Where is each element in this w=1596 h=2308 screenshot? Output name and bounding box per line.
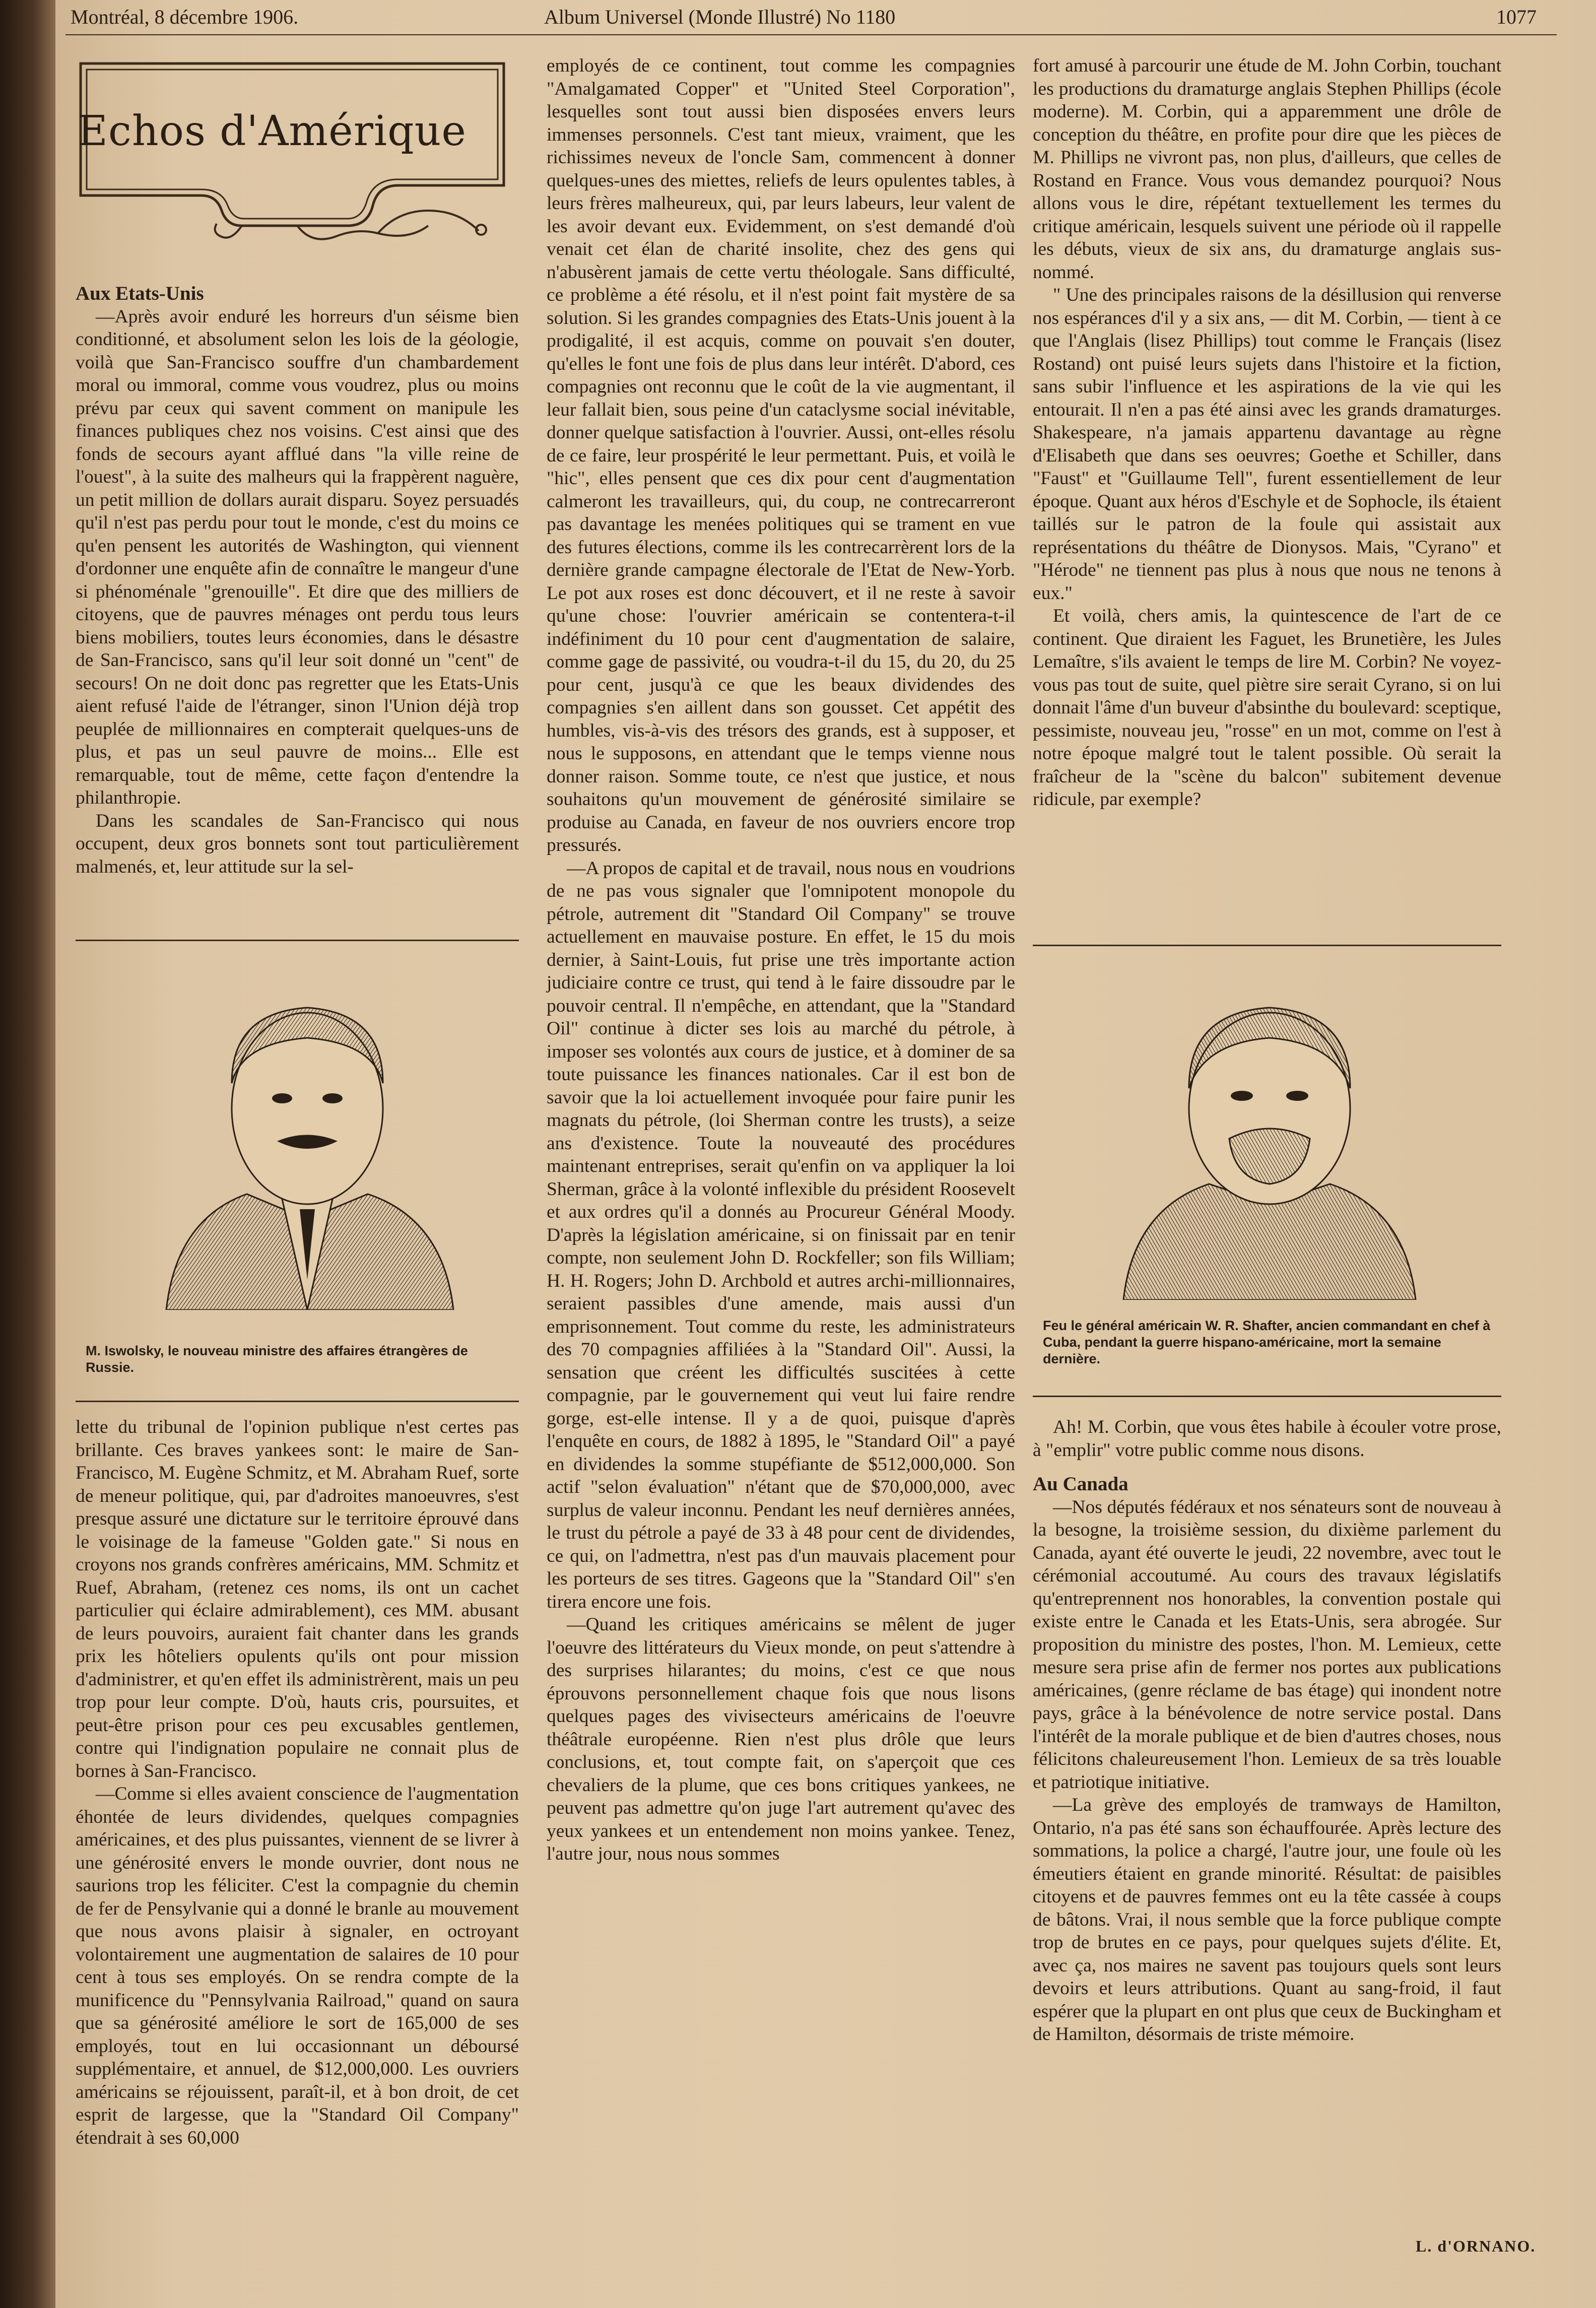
paragraph: —La grève des employés de tramways de Hamilton, Ontario, n'a pas été sans son échauffourée. Après lecture des sommations, la police a chargé, l'autre jour, une foule où les émeutiers étaient en grande minorité. Résultat: de paisibles citoyens et de pauvres femmes ont eu la tête cassée à coups de bâtons. Vrai, il nous semble que la force publique compte trop de brutes en ce pays, pour quelques sujets d'élite. Et, avec ça, nos maires ne savent pas toujours quels sont leurs devoirs et leurs attributions. Quant au sang-froid, il faut espérer que la plupart en ont plus que ceux de Buckingham et de Hamilton, désormais de triste mémoire.: [1033, 1795, 1501, 2045]
portrait-shafter: [1113, 967, 1426, 1300]
portrait-iswolsky: [146, 957, 469, 1310]
paragraph: Ah! M. Corbin, que vous êtes habile à écouler votre prose, à "emplir" votre public comme nous disons.: [1033, 1417, 1501, 1461]
caption-iswolsky: M. Iswolsky, le nouveau ministre des affaires étrangères de Russie.: [86, 1343, 468, 1375]
column-3-lower: [1033, 1416, 1501, 2046]
header-publication: Album Universel (Monde Illustré) No 1180: [544, 6, 896, 28]
portrait-engraving-icon: [146, 957, 469, 1310]
section-title-canada: Au Canada: [1033, 1473, 1128, 1495]
section-banner: [76, 59, 519, 251]
newspaper-page: [55, 0, 1572, 2308]
divider-rule: [76, 940, 519, 941]
divider-rule: [1033, 945, 1501, 946]
column-2: [547, 54, 1015, 1866]
column-3-upper: [1033, 54, 1501, 811]
paragraph: Dans les scandales de San-Francisco qui nous occupent, deux gros bonnets sont tout particulièrement malmenés, et, leur attitude sur la sel-: [76, 810, 519, 877]
caption-shafter: Feu le général américain W. R. Shafter, ancien commandant en chef à Cuba, pendant la guerre hispano-américaine, mort la semaine dernière.: [1043, 1318, 1491, 1366]
paragraph: lette du tribunal de l'opinion publique n'est certes pas brillante. Ces braves yankees sont: le maire de San-Francisco, M. Eugène Schmitz, et M. Abraham Ruef, sorte de meneur politique, qui, par d'adroites manoeuvres, s'est presque assuré une dictature sur le territoire éprouvé dans le voisinage de la fameuse "Golden gate." Si nous en croyons nos grands confrères américains, MM. Schmitz et Ruef, Abraham, (retenez ces noms, ils ont un cachet particulier qui éclaire admirablement), ces MM. abusant de leurs pouvoirs, auraient fait chanter dans les grands prix les hôteliers opulents qu'ils ont pour mission d'administrer, et qu'en effet ils administrèrent, mais un peu trop pour leur compte. D'où, hauts cris, poursuites, et peut-être prison pour ces peu excusables gentlemen, contre qui l'indignation populaire ne connait plus de bornes à San-Francisco.: [76, 1417, 519, 1782]
paragraph: —Quand les critiques américains se mêlent de juger l'oeuvre des littérateurs du Vieux monde, on peut s'attendre à des surprises hilarantes; du moins, c'est ce que nous éprouvons personnellement chaque fois que nous lisons quelques pages des vivisecteurs américains de l'oeuvre théâtrale européenne. Rien n'est plus drôle que leurs conclusions, et, tout compte fait, on s'aperçoit que ces chevaliers de la plume, que ces bons critiques yankees, ne peuvent pas admettre qu'on juge l'art autrement qu'avec des yeux yankees et un entendement non moins yankee. Tenez, l'autre jour, nous nous sommes: [547, 1614, 1015, 1864]
divider-rule: [1033, 1396, 1501, 1397]
header-date: Montréal, 8 décembre 1906.: [71, 6, 299, 28]
binding-spine: [0, 0, 55, 2308]
page-header: [55, 5, 1572, 35]
author-signature: L. d'ORNANO.: [1416, 2237, 1536, 2255]
paragraph: fort amusé à parcourir une étude de M. John Corbin, touchant les productions du dramaturge anglais Stephen Phillips (école moderne). M. Corbin, qui a apparemment une drôle de conception du théâtre, en profite pour dire que les pièces de M. Phillips ne vivront pas, non plus, d'ailleurs, que celles de Rostand en France. Vous vous demandez pourquoi? Nous allons vous le dire, répétant textuellement les termes du critique américain, lesquels suivent une période où il rappelle les débuts, vieux de six ans, du dramaturge anglais sus-nommé.: [1033, 55, 1501, 283]
paragraph: " Une des principales raisons de la désillusion qui renverse nos espérances d'il y a six ans, — dit M. Corbin, — tient à ce que l'Anglais (lisez Phillips) tout comme le Français (lisez Rostand) ont puisé leurs sujets dans l'histoire et la fiction, sans subir l'influence et les aspirations de la vie qui les entourait. Il n'en a pas été ainsi avec les grands dramaturges. Shakespeare, n'a jamais appartenu davantage au règne d'Elisabeth que dans ses oeuvres; Goethe et Schiller, dans "Faust" et "Guillaume Tell", furent essentiellement de leur époque. Quant aux héros d'Eschyle et de Sophocle, ils étaient taillés sur le patron de la foule qui assistait aux représentations du théâtre de Dionysos. Mais, "Cyrano" et "Hérode" ne tiennent pas plus à nous que nous ne tenons à eux.": [1033, 285, 1501, 604]
paragraph: —Comme si elles avaient conscience de l'augmentation éhontée de leurs dividendes, quelques compagnies américaines, et des plus puissantes, viennent de se livrer à une générosité envers le monde ouvrier, dont nous ne saurions trop les féliciter. C'est la compagnie du chemin de fer de Pensylvanie qui a donné le branle au mouvement que nous avons plaisir à signaler, en octroyant volontairement une augmentation de salaires de 10 pour cent à tous ses employés. On se rendra compte de la munificence du "Pennsylvania Railroad," quand on saura que sa générosité améliore le sort de 165,000 de ses employés, tout en lui occasionnant un déboursé supplémentaire, et annuel, de $12,000,000. Les ouvriers américains se réjouissent, paraît-il, et à bon droit, de cet esprit de largesse, que la "Standard Oil Company" étendrait à ses 60,000: [76, 1784, 519, 2148]
column-1-upper: [76, 282, 519, 878]
paragraph: —Nos députés fédéraux et nos sénateurs sont de nouveau à la besogne, la troisième session, du dixième parlement du Canada, ayant été ouverte le jeudi, 22 novembre, avec tout le cérémonial accoutumé. Au cours des travaux législatifs qu'entreprennent nos honorables, la convention postale qui existe entre le Canada et les Etats-Unis, sera abrogée. Sur proposition du ministre des postes, l'hon. M. Lemieux, cette mesure sera prise afin de fermer nos portes aux publications américaines, (genre réclame de bas étage) qui inondent notre pays, grâce à la bénévolence de notre service postal. Dans l'intérêt de la morale publique et de bien d'autres choses, nous félicitons chaleureusement l'hon. Lemieux de sa très louable et patriotique initiative.: [1033, 1496, 1501, 1793]
paragraph: —A propos de capital et de travail, nous nous en voudrions de ne pas vous signaler que l'omnipotent monopole du pétrole, autrement dit "Standard Oil Company" se trouve actuellement en mauvaise posture. En effet, le 15 du mois dernier, à Saint-Louis, fut prise une très importante action judiciaire contre ce trust, qui tend à le faire dissoudre par le pouvoir central. Il n'empêche, en attendant, que la "Standard Oil" continue à dicter ses lois au marché du pétrole, à imposer ses volontés aux cours de justice, et à dominer de sa toute puissance les finances nationales. Car il est bon de savoir que la loi actuellement invoquée pour faire punir les magnats du pétrole, (loi Sherman contre les trusts), a seize ans d'existence. Toute la nouveauté des procédures maintenant entreprises, serait qu'enfin on va appliquer la loi Sherman, grâce à la volonté inflexible du président Roosevelt et aux ordres qu'il a donnés au Procureur Général Moody. D'après la législation américaine, si on finissait par en tenir compte, non seulement John D. Rockfeller; son fils William; H. H. Rogers; John D. Archbold et autres archi-millionnaires, seraient passibles d'une amende, mais aussi d'un emprisonnement. Tout comme du reste, les administrateurs des 70 compagnies affiliées à la "Standard Oil". Aussi, la sensation que créent les difficultés suscitées à cette compagnie, par le gouvernement qui veut lui faire rendre gorge, est-elle intense. Il y a de quoi, puisque d'après l'enquête en cours, de 1882 à 1895, le "Standard Oil" a payé en dividendes la somme stupéfiante de $512,000,000. Son actif "selon évaluation" n'étant que de $70,000,000, avec surplus de valeur inconnu. Pendant les neuf dernières années, le trust du pétrole a payé de 33 à 48 pour cent de dividendes, ce qui, on l'admettra, n'est pas d'un mauvais placement pour les porteurs de ses titres. Gageons que la "Standard Oil" s'en tirera encore une fois.: [547, 858, 1015, 1612]
header-rule: [65, 34, 1557, 35]
banner-title: Echos d'Amérique: [78, 107, 467, 155]
column-1-lower: [76, 1416, 519, 2149]
paragraph: Et voilà, chers amis, la quintescence de l'art de ce continent. Que diraient les Faguet, les Brunetière, les Jules Lemaître, s'ils avaient le temps de lire M. Corbin? Ne voyez-vous pas tout de suite, quel piètre sire serait Cyrano, si on lui donnait l'âme d'un buveur d'absinthe du boulevard: sceptique, pessimiste, nouveau jeu, "rosse" en un mot, comme on l'est à notre époque malgré tout le talent possible. Où serait la fraîcheur de la "scène du balcon" subitement devenue ridicule, par exemple?: [1033, 606, 1501, 810]
portrait-engraving-icon: [1113, 967, 1426, 1300]
paragraph: —Après avoir enduré les horreurs d'un séisme bien conditionné, et absolument selon les lois de la géologie, voilà que San-Francisco souffre d'un chambardement moral ou immoral, comme vous voudrez, plus ou moins prévu par ceux qui savent comment on manipule les finances publiques chez nos voisins. C'est ainsi que des fonds de secours ayant afflué dans "la ville reine de l'ouest", à la suite des malheurs qui la frappèrent naguère, un petit million de dollars aurait disparu. Soyez persuadés qu'il n'est pas perdu pour tout le monde, c'est du moins ce qu'en pensent les autorités de Washington, qui viennent d'ordonner une enquête afin de connaître le mangeur d'une si phénoménale "grenouille". Et dire que des milliers de citoyens, que de pauvres ménages ont perdu tous leurs biens mobiliers, toutes leurs économies, dans le désastre de San-Francisco, sans qu'il leur soit donné un "cent" de secours! On ne doit donc pas regretter que les Etats-Unis aient refusé l'aide de l'étranger, sinon l'Union déjà trop peuplée de millionnaires en compterait quelques-uns de plus, et pas un seul pauvre de moins... Elle est remarquable, tout de même, cette façon d'entendre la philanthropie.: [76, 306, 519, 808]
ornamental-frame: [76, 59, 519, 251]
page-number: 1077: [1496, 6, 1537, 28]
section-title-usa: Aux Etats-Unis: [76, 283, 204, 304]
paragraph: employés de ce continent, tout comme les compagnies "Amalgamated Copper" et "United Steel Corporation", lesquelles sont tout aussi bien disposées envers leurs immenses personnels. C'est tant mieux, vraiment, que les richissimes neveux de l'oncle Sam, commencent à donner quelques-unes des miettes, reliefs de leurs opulentes tables, à leurs frères malheureux, qui, par leurs labeurs, leur valent de les avoir devant eux. Evidemment, on s'est demandé d'où venait cet élan de charité insolite, chez des gens qui n'abusèrent jamais de cette vertu théologale. Sans difficulté, ce problème a été résolu, et il n'est point fait mystère de sa solution. Si les grandes compagnies des Etats-Unis jouent à la prodigalité, il est acquis, comme on pouvait s'en douter, qu'elles le font une fois de plus dans leur intérêt. D'abord, ces compagnies ont reconnu que le coût de la vie augmentant, il leur fallait bien, sous peine d'un cataclysme social inévitable, donner quelque satisfaction à l'ouvrier. Aussi, ont-elles résolu de ce faire, leur prospérité le leur permettant. Puis, et voilà le "hic", elles pensent que ces dix pour cent d'augmentation calmeront les travailleurs, qui, du coup, ne contrecarreront pas davantage les menées politiques qui se trament en vue des futures élections, comme ils les contrecarrèrent lors de la dernière grande campagne électorale de l'Etat de New-Yorb. Le pot aux roses est donc découvert, et il ne reste à savoir qu'une chose: l'ouvrier américain se contentera-t-il indéfiniment du 10 pour cent d'augmentation de salaire, comme gage de passivité, ou voudra-t-il du 15, du 20, du 25 pour cent, jusqu'à ce que les beaux dividendes des compagnies s'en aillent dans son gousset. Cet appétit des humbles, vis-à-vis des trésors des grands, est à supposer, et nous le supposons, en attendant que le temps vienne nous donner raison. Somme toute, ce n'est que justice, et nous souhaitons qu'un mouvement de générosité similaire se produise au Canada, en faveur de nos ouvriers encore trop pressurés.: [547, 55, 1015, 855]
divider-rule: [76, 1401, 519, 1402]
